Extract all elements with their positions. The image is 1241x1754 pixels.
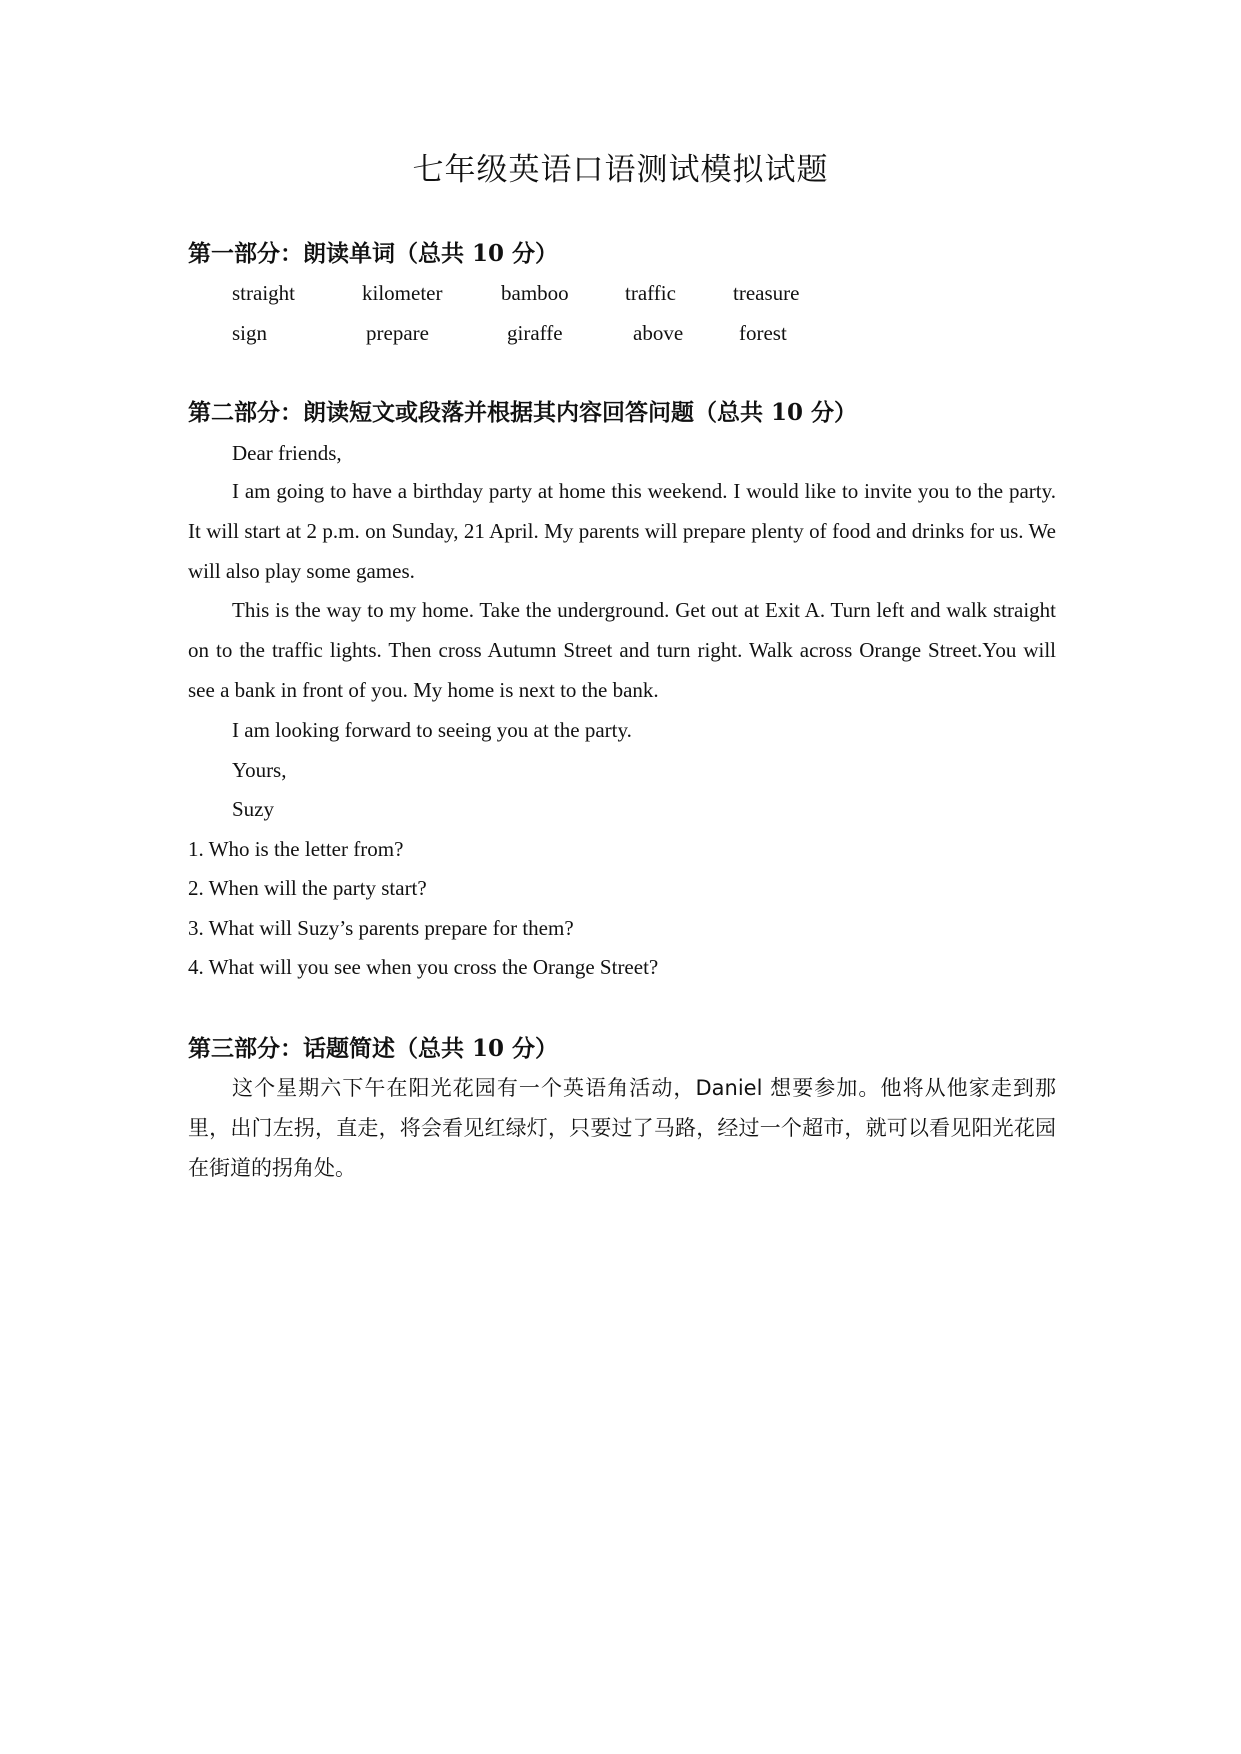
word: bamboo (501, 281, 569, 305)
word: forest (739, 321, 787, 345)
word: treasure (733, 281, 800, 305)
question-1: 1. Who is the letter from? (188, 837, 404, 861)
question-4: 4. What will you see when you cross the Orange Street? (188, 955, 659, 979)
part1-heading: 第一部分：朗读单词（总共 10 分） (188, 240, 559, 267)
word: giraffe (507, 321, 563, 345)
word: sign (232, 321, 268, 345)
word: prepare (366, 321, 429, 345)
letter-paragraph-2: This is the way to my home. Take the underground. Get out at Exit A. Turn left and walk straight on to the traffic lights. Then cross Autumn Street and turn right. Walk across Orange Street.You will see a bank in front of you. My home is next to the bank. (188, 598, 1056, 702)
letter-closing: Yours, (232, 758, 287, 782)
question-2: 2. When will the party start? (188, 876, 427, 900)
letter-paragraph-3: I am looking forward to seeing you at the party. (232, 718, 632, 742)
word: above (633, 321, 684, 345)
word: traffic (625, 281, 676, 305)
letter-greeting: Dear friends, (232, 441, 342, 465)
topic-description: 这个星期六下午在阳光花园有一个英语角活动，Daniel 想要参加。他将从他家走到那里，出门左拐，直走，将会看见红绿灯，只要过了马路，经过一个超市，就可以看见阳光花园在街道的拐角处。 (188, 1076, 1056, 1180)
question-3: 3. What will Suzy’s parents prepare for them? (188, 916, 574, 940)
word: kilometer (362, 281, 443, 305)
part2-heading: 第二部分：朗读短文或段落并根据其内容回答问题（总共 10 分） (188, 399, 858, 426)
letter-signature: Suzy (232, 797, 274, 821)
letter-paragraph-1: I am going to have a birthday party at home this weekend. I would like to invite you to the party. It will start at 2 p.m. on Sunday, 21 April. My parents will prepare plenty of food and drinks for us. We will also play some games. (188, 479, 1056, 583)
part3-heading: 第三部分：话题简述（总共 10 分） (188, 1035, 559, 1062)
word: straight (232, 281, 295, 305)
page-title: 七年级英语口语测试模拟试题 (412, 152, 829, 188)
